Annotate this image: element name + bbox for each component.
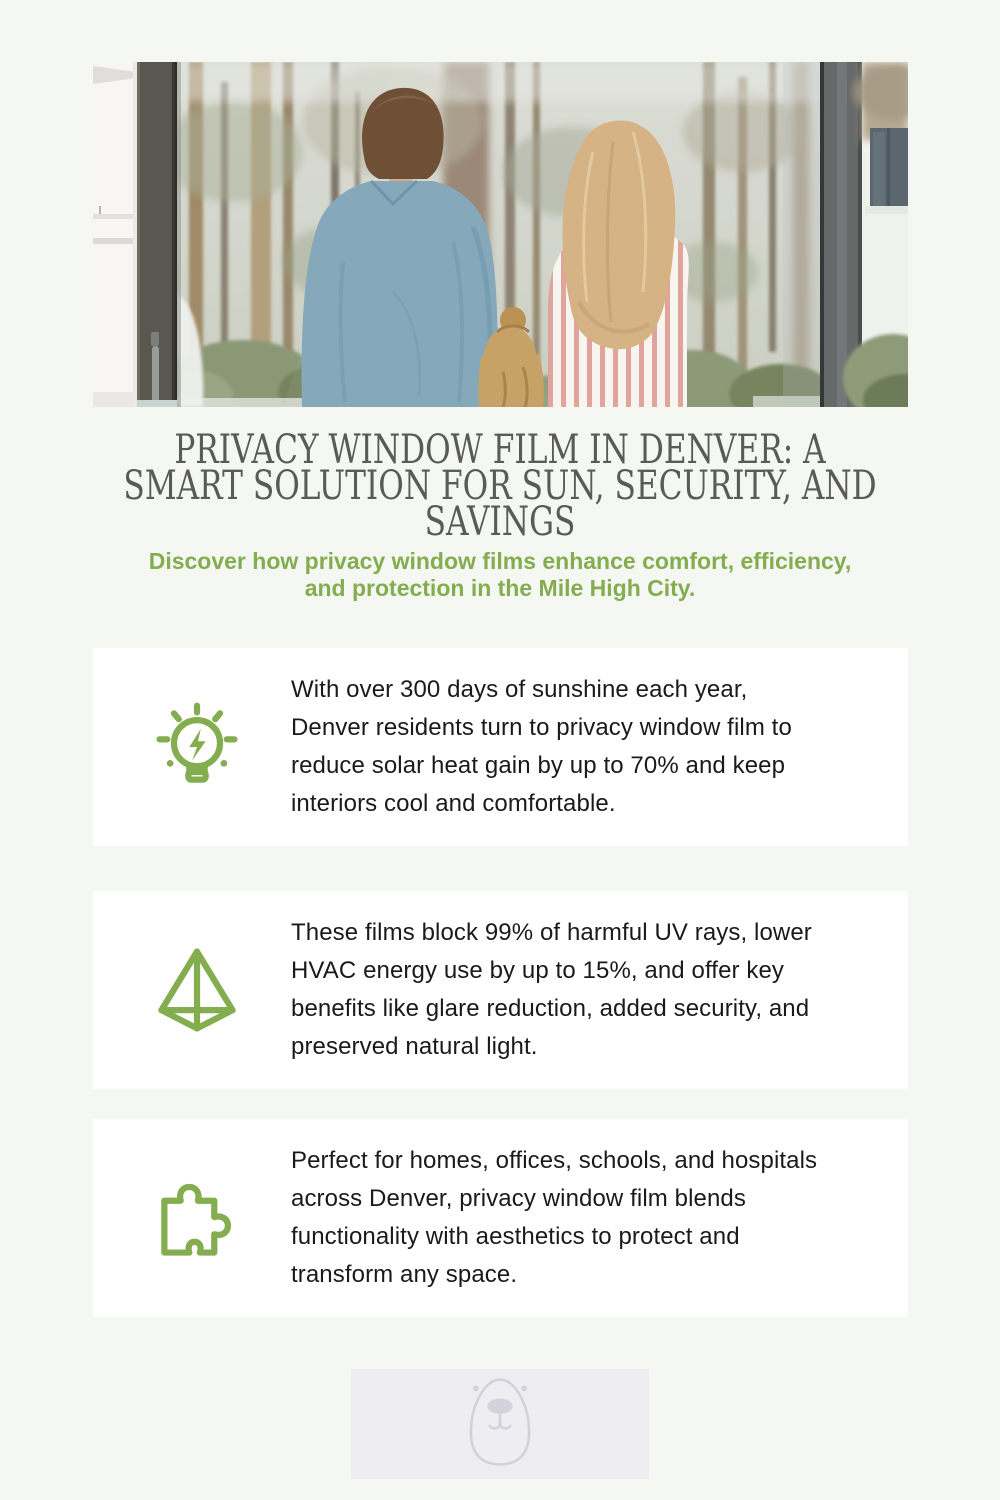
page-subtitle-line: Discover how privacy window films enhance comfort, efficiency, [148, 548, 852, 574]
hero-image [93, 62, 908, 407]
puzzle-piece-icon [149, 1170, 245, 1266]
energy-lightbulb-icon [149, 699, 245, 795]
benefit-card-sunshine [93, 648, 908, 846]
prism-icon [149, 942, 245, 1038]
page-title [0, 427, 1000, 545]
page-subtitle [0, 548, 1000, 602]
benefit-card-text: Perfect for homes, offices, schools, and hospitals across Denver, privacy window film blends functionality with aesthetics to protect and transform any space. [291, 1147, 818, 1288]
benefit-cards [93, 648, 908, 1317]
benefit-card-versatility [93, 1119, 908, 1317]
bear-face-logo [462, 1368, 538, 1481]
benefit-card-text: With over 300 days of sunshine each year, Denver residents turn to privacy window film to reduce solar heat gain by up to 70% and keep interiors cool and comfortable. [291, 676, 792, 817]
benefit-card-text: These films block 99% of harmful UV rays, lower HVAC energy use by up to 15%, and offer key benefits like glare reduction, added security, and preserved natural light. [291, 919, 812, 1060]
benefit-card-uv-protection [93, 891, 908, 1089]
page-subtitle-line: and protection in the Mile High City. [304, 575, 696, 601]
footer-logo-plate [351, 1369, 649, 1479]
family-window-photo-illustration [93, 62, 908, 407]
page-title-line: SAVINGS [424, 499, 576, 545]
page-title-line: PRIVACY WINDOW FILM IN DENVER: A [174, 427, 826, 473]
page-title-line: SMART SOLUTION FOR SUN, SECURITY, AND [123, 463, 877, 509]
